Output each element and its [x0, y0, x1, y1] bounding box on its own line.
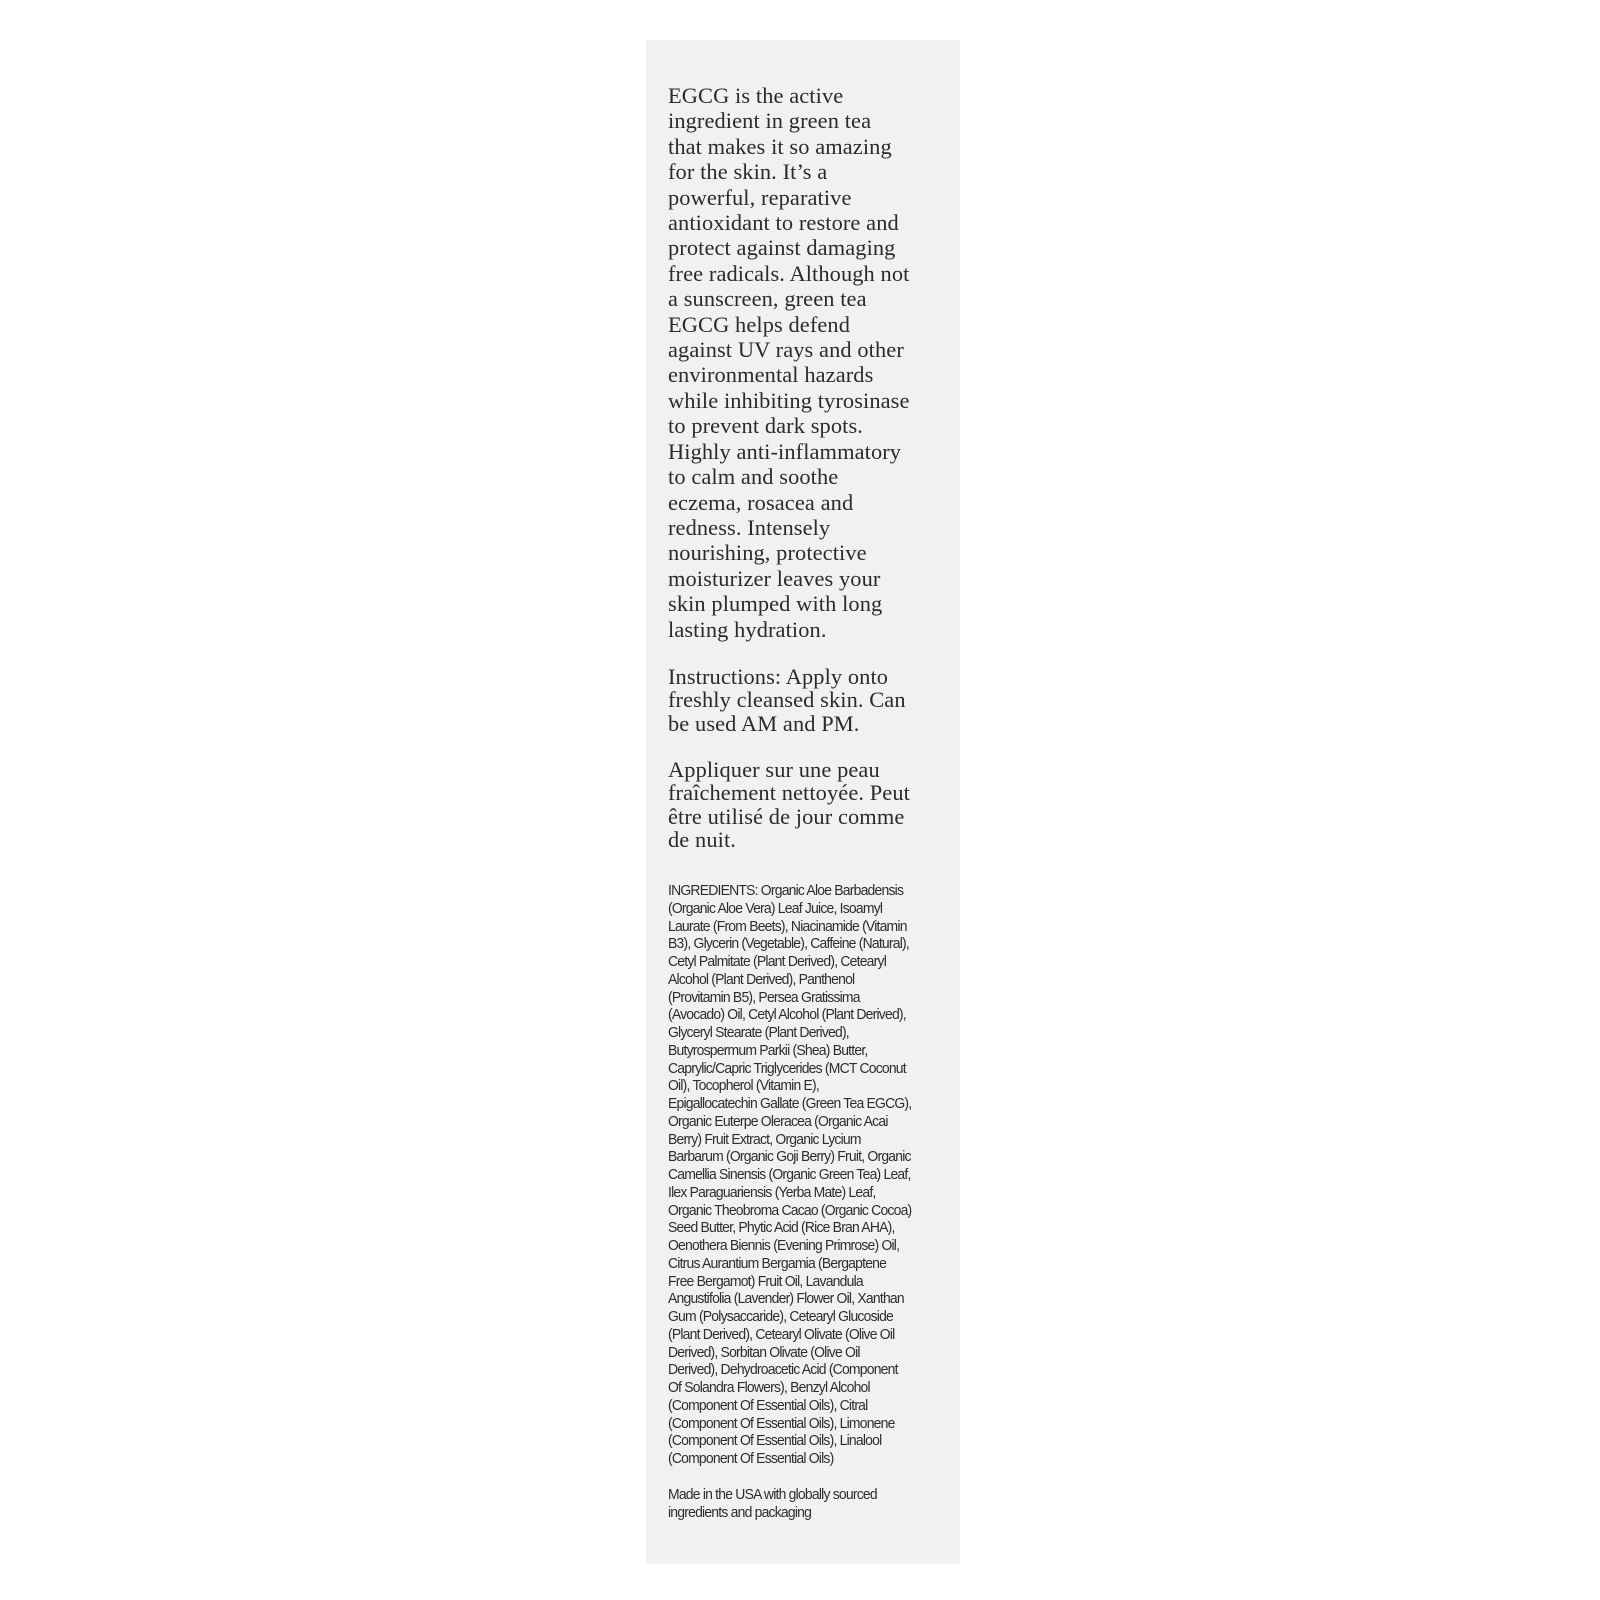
origin-statement: Made in the USA with globally sourced ingredients and packaging [668, 1486, 877, 1521]
usage-instructions-french: Appliquer sur une peau fraîchement nettoyée. Peut être utilisé de jour comme de nuit. [668, 757, 910, 852]
usage-instructions: Instructions: Apply onto freshly cleansed skin. Can be used AM and PM. [668, 664, 906, 736]
product-label-panel [646, 40, 960, 1564]
ingredients-list: INGREDIENTS: Organic Aloe Barbadensis (Organic Aloe Vera) Leaf Juice, Isoamyl Laurate (From Beets), Niacinamide (Vitamin B3), Glycerin (Vegetable), Caffeine (Natural), Cetyl Palmitate (Plant Derived), Cetearyl Alcohol (Plant Derived), Panthenol (Provitamin B5), Persea Gratissima (Avocado) Oil, Cetyl Alcohol (Plant Derived), Glyceryl Stearate (Plant Derived), Butyrospermum Parkii (Shea) Butter, Caprylic/Capric Triglycerides (MCT Coconut Oil), Tocopherol (Vitamin E), Epigallocatechin Gallate (Green Tea EGCG), Organic Euterpe Oleracea (Organic Acai Berry) Fruit Extract, Organic Lycium Barbarum (Organic Goji Berry) Fruit, Organic Camellia Sinensis (Organic Green Tea) Leaf, Ilex Paraguariensis (Yerba Mate) Leaf, Organic Theobroma Cacao (Organic Cocoa) Seed Butter, Phytic Acid (Rice Bran AHA), Oenothera Biennis (Evening Primrose) Oil, Citrus Aurantium Bergamia (Bergaptene Free Bergamot) Fruit Oil, Lavandula Angustifolia (Lavender) Flower Oil, Xanthan Gum (Polysaccaride), Cetearyl Glucoside (Plant Derived), Cetearyl Olivate (Olive Oil Derived), Sorbitan Olivate (Olive Oil Derived), Dehydroacetic Acid (Component Of Solandra Flowers), Benzyl Alcohol (Component Of Essential Oils), Citral (Component Of Essential Oils), Limonene (Component Of Essential Oils), Linalool (Component Of Essential Oils) [668, 882, 912, 1467]
product-description: EGCG is the active ingredient in green tea that makes it so amazing for the skin. It’s a powerful, reparative antioxidant to restore and protect against damaging free radicals. Although not a sunscreen, green tea EGCG helps defend against UV rays and other environmental hazards while inhibiting tyrosinase to prevent dark spots. Highly anti-inflammatory to calm and soothe eczema, rosacea and redness. Intensely nourishing, protective moisturizer leaves your skin plumped with long lasting hydration. [668, 83, 910, 642]
